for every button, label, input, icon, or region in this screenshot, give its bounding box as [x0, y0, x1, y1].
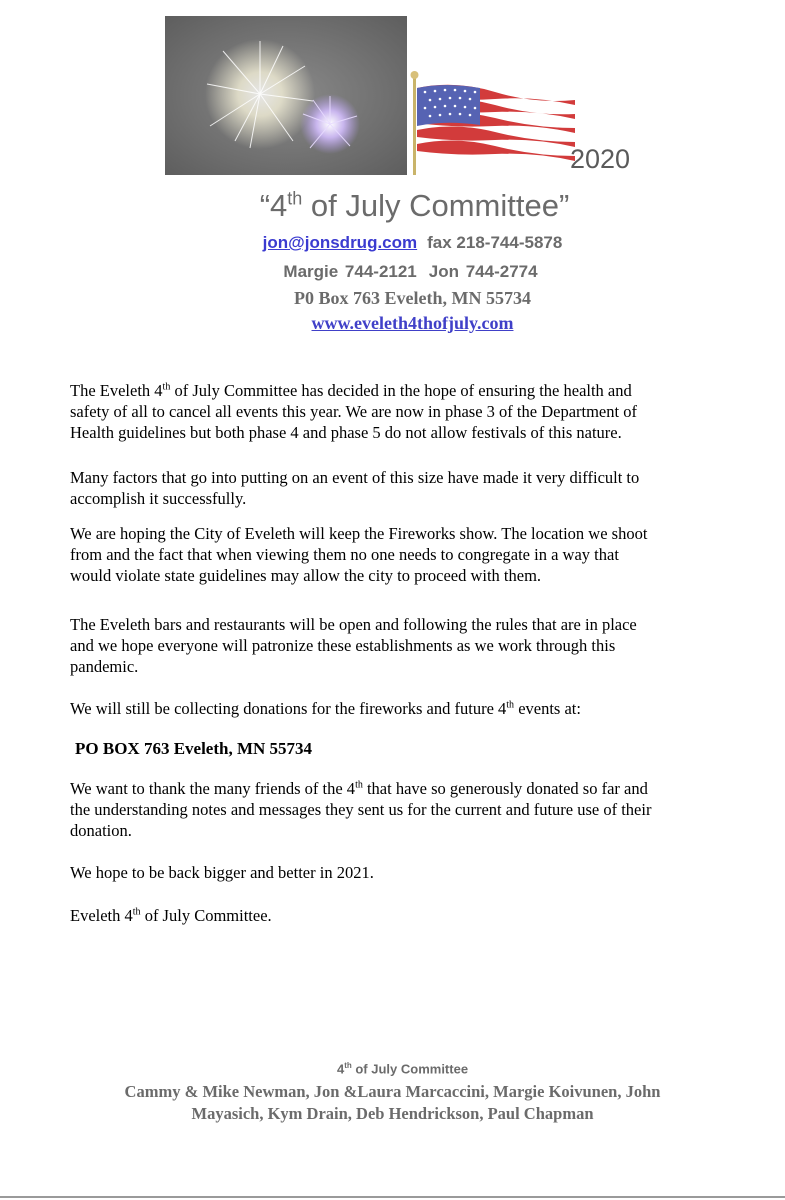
- members-line: Mayasich, Kym Drain, Deb Hendrickson, Paul Chapman: [191, 1104, 594, 1123]
- page-bottom-divider: [0, 1196, 785, 1198]
- text-line: [70, 778, 750, 799]
- text-line: Health guidelines but both phase 4 and phase 5 do not allow festivals of this nature.: [70, 423, 622, 442]
- footer-committee-title: [10, 1061, 785, 1076]
- text-span: The Eveleth 4: [70, 381, 163, 400]
- fireworks-image: [165, 16, 407, 175]
- text-line: pandemic.: [70, 657, 139, 676]
- text-line: would violate state guidelines may allow the city to proceed with them.: [70, 566, 542, 585]
- text-line: from and the fact that when viewing them no one needs to congregate in a way that: [70, 545, 619, 564]
- text-line: and we hope everyone will patronize these establishments as we work through this: [70, 636, 616, 655]
- website-link[interactable]: www.eveleth4thofjuly.com: [311, 313, 514, 333]
- superscript: th: [344, 1061, 352, 1070]
- superscript: th: [132, 906, 141, 918]
- paragraph-fireworks: [70, 523, 750, 586]
- superscript: th: [506, 699, 515, 711]
- footer-committee-members: [0, 1081, 785, 1125]
- american-flag-image: [405, 70, 580, 180]
- text-span: We will still be collecting donations for the fireworks and future 4: [70, 699, 507, 718]
- paragraph-donations: [70, 698, 750, 719]
- email-link[interactable]: jon@jonsdrug.com: [262, 233, 418, 252]
- paragraph-factors: [70, 467, 750, 509]
- text-line: [70, 380, 750, 401]
- contact-email-fax: [20, 233, 785, 253]
- phone-jon: Jon 744-2774: [428, 262, 538, 281]
- paragraph-hope: We hope to be back bigger and better in 2021.: [70, 863, 374, 882]
- text-span: of July Committee has decided in the hope of ensuring the health and: [170, 381, 632, 400]
- text-span: Eveleth 4: [70, 906, 133, 925]
- donation-address: PO BOX 763 Eveleth, MN 55734: [75, 739, 313, 758]
- website: [20, 313, 785, 334]
- text-line: the understanding notes and messages they sent us for the current and future use of their: [70, 800, 652, 819]
- text-span: of July Committee: [351, 1061, 469, 1077]
- text-line: safety of all to cancel all events this year. We are now in phase 3 of the Department of: [70, 402, 637, 421]
- paragraph-businesses: [70, 614, 750, 677]
- text-span: that have so generously donated so far and: [362, 779, 648, 798]
- paragraph-thanks: [70, 778, 750, 841]
- paragraph-cancellation: [70, 380, 750, 443]
- superscript: th: [162, 381, 171, 393]
- text-span: of July Committee.: [140, 906, 272, 925]
- committee-title: [22, 188, 785, 224]
- text-span: events at:: [514, 699, 581, 718]
- text-line: accomplish it successfully.: [70, 489, 247, 508]
- text-span: We want to thank the many friends of the 4: [70, 779, 356, 798]
- phone-margie: Margie 744-2121: [283, 262, 417, 281]
- text-line: We are hoping the City of Eveleth will keep the Fireworks show. The location we shoot: [70, 524, 648, 543]
- text-line: The Eveleth bars and restaurants will be open and following the rules that are in place: [70, 615, 637, 634]
- year-label: 2020: [570, 144, 631, 174]
- superscript: th: [355, 779, 363, 791]
- title-prefix: “4: [259, 188, 288, 223]
- title-suffix: of July Committee”: [302, 188, 570, 223]
- title-superscript: th: [287, 188, 303, 209]
- text-line: Many factors that go into putting on an event of this size have made it very difficult to: [70, 468, 640, 487]
- fax-number: fax 218-744-5878: [427, 233, 563, 252]
- contact-phones: [18, 262, 785, 282]
- text-span: 4: [336, 1061, 345, 1077]
- text-line: [70, 698, 750, 719]
- text-line: donation.: [70, 821, 132, 840]
- mailing-address: P0 Box 763 Eveleth, MN 55734: [294, 288, 531, 308]
- signature-line: [70, 905, 750, 926]
- members-line: Cammy & Mike Newman, Jon &Laura Marcaccini, Margie Koivunen, John: [124, 1082, 661, 1101]
